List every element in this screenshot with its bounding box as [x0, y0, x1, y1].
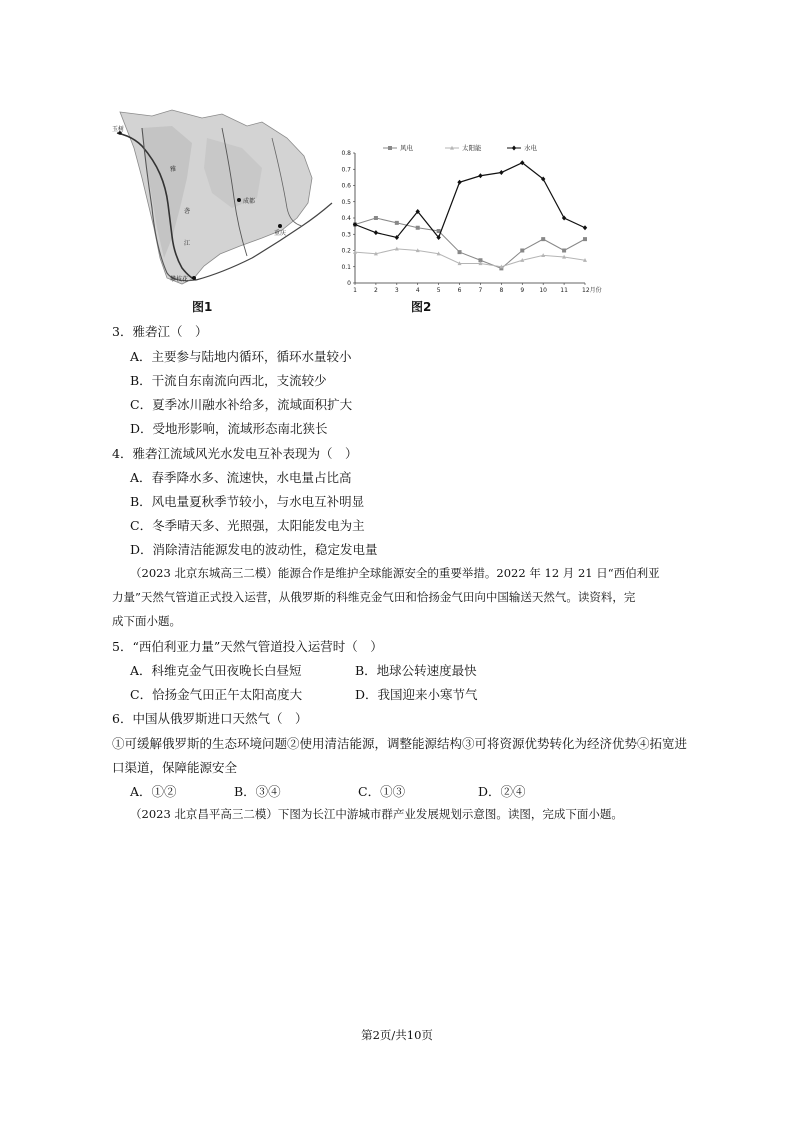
- figure2-chart: [335, 140, 605, 300]
- intro56-line2: 力量”天然气管道正式投入运营，从俄罗斯的科维克金气田和恰扬金气田向中国输送天然气。读资料，完: [112, 590, 636, 604]
- data-point: [562, 249, 566, 253]
- q4-option-d: D．消除清洁能源发电的波动性，稳定发电量: [130, 542, 378, 557]
- figure1-map: [112, 108, 337, 288]
- data-point: [541, 237, 545, 241]
- data-point: [457, 180, 461, 185]
- intro7-line1: （2023 北京昌平高三二模）下图为长江中游城市群产业发展规划示意图。读图，完成下面小题。: [130, 807, 623, 821]
- data-point: [478, 173, 482, 178]
- x-tick-label: 6: [457, 287, 462, 294]
- label-ya: 雅: [170, 166, 177, 173]
- q5-option-d: D．我国迎来小寒节气: [355, 687, 478, 702]
- q6-option-c: C．①③: [358, 784, 406, 799]
- x-tick-label: 12月份: [582, 287, 602, 294]
- q6-statement-line1: ①可缓解俄罗斯的生态环境问题②使用清洁能源，调整能源结构③可将资源优势转化为经济优势④拓宽进: [112, 736, 688, 751]
- q3-option-a: A．主要参与陆地内循环，循环水量较小: [130, 349, 352, 364]
- y-tick-label: 0.8: [341, 150, 351, 157]
- x-tick-label: 9: [520, 287, 525, 294]
- legend-label: 风电: [400, 144, 413, 153]
- q5-option-b: B．地球公转速度最快: [355, 663, 477, 678]
- yalong-river-basin-map: [112, 108, 337, 288]
- data-point: [458, 250, 462, 254]
- chengdu-dot: [237, 198, 241, 202]
- q6-statement-line2: 口渠道，保障能源安全: [112, 760, 238, 775]
- series-line-太阳能: [355, 249, 585, 267]
- data-point: [395, 221, 399, 225]
- y-tick-label: 0.4: [341, 215, 351, 222]
- data-point: [374, 216, 378, 220]
- q4-option-a: A．春季降水多、流速快，水电量占比高: [130, 470, 352, 485]
- page-footer: 第2页/共10页: [361, 1028, 433, 1042]
- panzhihua-dot: [192, 276, 196, 280]
- x-tick-label: 5: [436, 287, 441, 294]
- q4-stem: 4．雅砻江流域风光水发电互补表现为（ ）: [112, 446, 358, 461]
- series-line-风电: [355, 218, 585, 268]
- x-tick-label: 11: [560, 287, 568, 294]
- data-point: [520, 249, 524, 253]
- label-panzhihua: 攀枝花: [170, 276, 189, 283]
- x-tick-label: 10: [539, 287, 548, 294]
- label-jiang: 江: [184, 240, 191, 247]
- q6-stem: 6．中国从俄罗斯进口天然气（ ）: [112, 711, 308, 726]
- legend-marker: [512, 146, 516, 151]
- q6-option-d: D．②④: [478, 784, 526, 799]
- figure1-caption: 图1: [192, 300, 213, 314]
- legend-label: 太阳能: [462, 144, 482, 153]
- q4-option-c: C．冬季晴天多、光照强，太阳能发电为主: [130, 518, 365, 533]
- y-tick-label: 0.7: [341, 166, 351, 174]
- series-line-水电: [355, 163, 585, 238]
- y-tick-label: 0: [347, 280, 351, 287]
- x-tick-label: 3: [394, 287, 399, 294]
- q6-option-b: B．③④: [234, 784, 281, 799]
- q5-stem: 5．“西伯利亚力量”天然气管道投入运营时（ ）: [112, 639, 383, 654]
- energy-line-chart: [335, 140, 605, 300]
- y-tick-label: 0.6: [341, 182, 351, 190]
- q3-option-b: B．干流自东南流向西北，支流较少: [130, 373, 327, 388]
- data-point: [583, 237, 587, 241]
- intro56-line1: （2023 北京东城高三二模）能源合作是维护全球能源安全的重要举措。2022 年 12 月 21 日“西伯利亚: [130, 566, 660, 580]
- x-tick-label: 4: [415, 287, 420, 294]
- x-tick-label: 7: [478, 287, 483, 294]
- data-point: [374, 230, 378, 235]
- data-point: [499, 170, 503, 175]
- y-tick-label: 0.1: [341, 263, 351, 271]
- intro56-line3: 成下面小题。: [112, 614, 181, 628]
- label-long: 砻: [184, 208, 191, 215]
- q3-stem: 3．雅砻江（ ）: [112, 324, 208, 339]
- q5-option-a: A．科维克金气田夜晚长白昼短: [130, 663, 302, 678]
- x-tick-label: 1: [353, 287, 357, 294]
- q3-option-c: C．夏季冰川融水补给多，流域面积扩大: [130, 397, 353, 412]
- q4-option-b: B．风电量夏秋季节较小，与水电互补明显: [130, 494, 365, 509]
- y-tick-label: 0.5: [341, 198, 351, 206]
- q5-option-c: C．恰扬金气田正午太阳高度大: [130, 687, 303, 702]
- y-tick-label: 0.3: [341, 231, 351, 239]
- data-point: [416, 226, 420, 230]
- x-tick-label: 8: [499, 287, 504, 294]
- label-chengdu: 成都: [243, 198, 256, 205]
- q3-option-d: D．受地形影响，流域形态南北狭长: [130, 421, 328, 436]
- x-tick-label: 2: [373, 287, 378, 294]
- figure2-caption: 图2: [411, 300, 432, 314]
- legend-marker: [388, 146, 392, 150]
- y-tick-label: 0.2: [341, 247, 351, 255]
- q6-option-a: A．①②: [130, 784, 177, 799]
- label-chongqing: 重庆: [274, 230, 287, 237]
- legend-label: 水电: [524, 144, 537, 153]
- label-yushu: 玉树: [112, 126, 125, 133]
- data-point: [583, 225, 587, 230]
